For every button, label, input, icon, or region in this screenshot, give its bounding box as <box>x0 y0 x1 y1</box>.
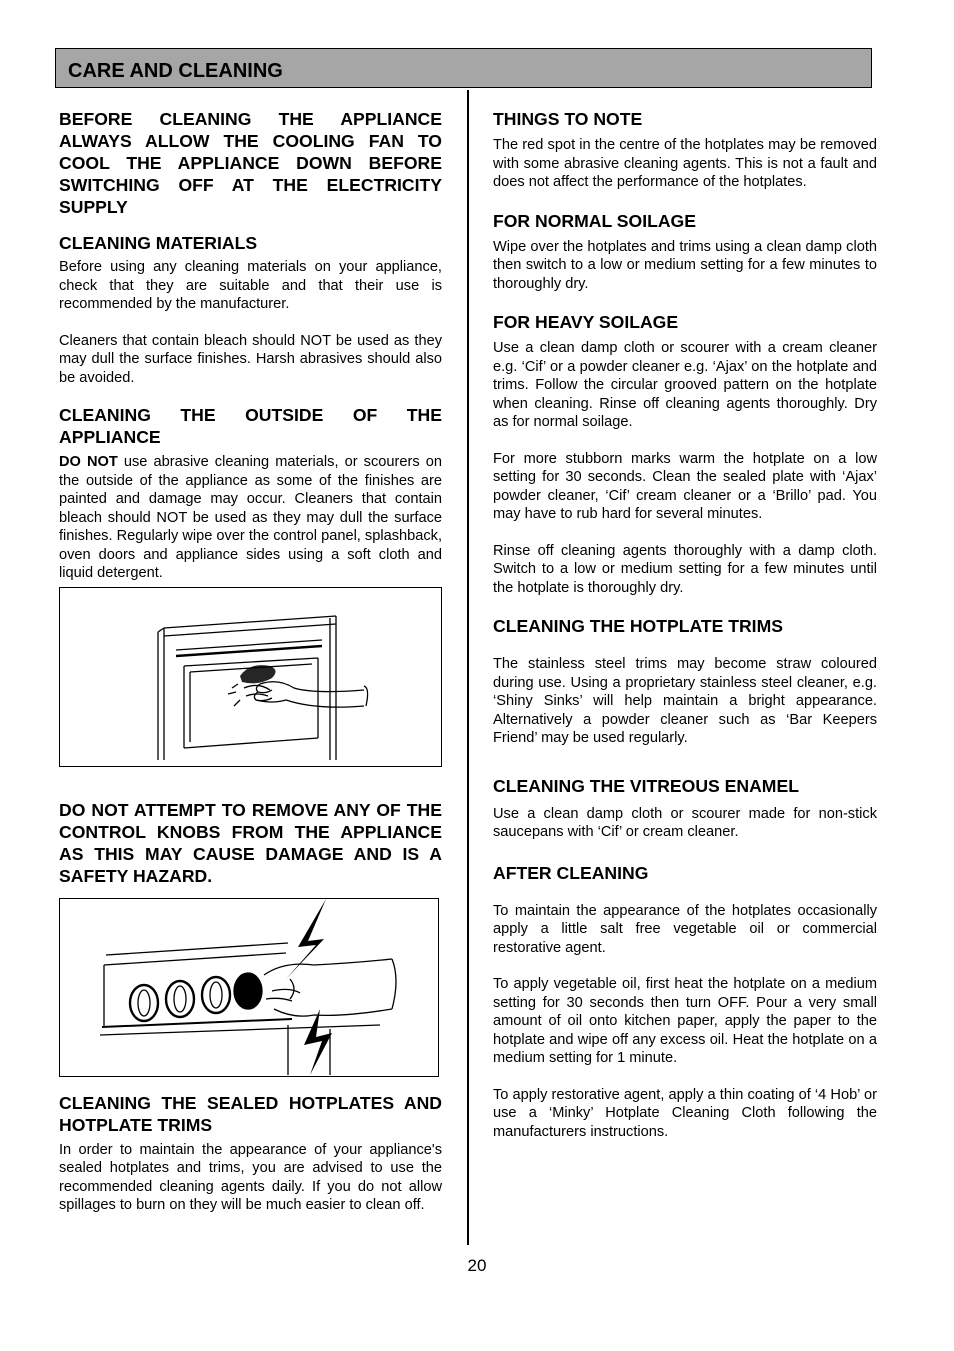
heavy-soilage-heading: FOR HEAVY SOILAGE <box>493 312 679 332</box>
hand-pulling-knob-icon <box>60 899 438 1076</box>
cleaning-outside-text: use abrasive cleaning materials, or scourers on the outside of the appliance as some of the finishes are painted and damage may occur. Cleaners that contain bleach should NOT be used as they may dull the surface finishes. Regularly wipe over the control panel, splashback, oven doors and appliance sides using a soft cloth and liquid detergent. <box>59 454 442 581</box>
normal-soilage-paragraph: Wipe over the hotplates and trims using a clean damp cloth then switch to a low or medium setting for a few minutes to thoroughly dry. <box>493 238 877 292</box>
cleaning-outside-heading: CLEANING THE OUTSIDE OF THE APPLIANCE <box>59 405 442 447</box>
things-to-note-heading: THINGS TO NOTE <box>493 109 643 129</box>
heavy-soilage-paragraph-3: Rinse off cleaning agents thoroughly with a damp cloth. Switch to a low or medium setting for a few minutes until the hotplate is thoroughly dry. <box>493 542 877 596</box>
cleaning-materials-paragraph-1: Before using any cleaning materials on your appliance, check that they are suitable and that their use is recommended by the manufacturer. <box>59 259 442 312</box>
things-to-note-paragraph: The red spot in the centre of the hotplates may be removed with some abrasive cleaning agents. This is not a fault and does not affect the performance of the hotplates. <box>493 137 877 190</box>
page-number: 20 <box>467 1256 487 1275</box>
right-column <box>493 108 877 1141</box>
cleaning-outside-paragraph <box>59 453 442 583</box>
after-cleaning-paragraph-2: To apply vegetable oil, first heat the hotplate on a medium setting for 30 seconds then turn OFF. Pour a very small amount of oil onto kitchen paper, apply the paper to the hotplate and wipe off any excess oil. Heat the hotplate on a medium setting for 1 minute. <box>493 976 877 1066</box>
vitreous-enamel-paragraph: Use a clean damp cloth or scourer made for non-stick saucepans with ‘Cif’ or cream cleaner. <box>493 805 877 840</box>
after-cleaning-paragraph-1: To maintain the appearance of the hotplates occasionally apply a little salt free vegetable oil or commercial restorative agent. <box>493 902 877 956</box>
after-cleaning-paragraph-3: To apply restorative agent, apply a thin coating of ‘4 Hob’ or use a ‘Minky’ Hotplate Cleaning Cloth following the manufacturers instructions. <box>493 1086 877 1140</box>
sealed-hotplates-paragraph: In order to maintain the appearance of your appliance's sealed hotplates and trims, you are advised to use the recommended cleaning agents daily. If you do not allow spillages to burn on they will be much easier to clean off. <box>59 1141 442 1213</box>
heavy-soilage-paragraph-1: Use a clean damp cloth or scourer with a cream cleaner e.g. ‘Cif’ or a powder cleaner e.g. ‘Ajax’ on the hotplate and trims. Follow the circular grooved pattern on the hotplate when cleaning. Rinse off cleaning agents thoroughly. Dry as for normal soilage. <box>493 340 877 430</box>
after-cleaning-heading: AFTER CLEANING <box>493 862 649 883</box>
cooling-fan-warning: BEFORE CLEANING THE APPLIANCE ALWAYS ALLOW THE COOLING FAN TO COOL THE APPLIANCE DOWN BEFORE SWITCHING OFF AT THE ELECTRICITY SUPPLY <box>59 109 442 217</box>
heavy-soilage-paragraph-2: For more stubborn marks warm the hotplate on a low setting for 30 seconds. Clean the sealed plate with ‘Ajax’ powder cleaner, ‘Cif’ cream cleaner or a ‘Brillo’ pad. You may have to rub hard for several minutes. <box>493 450 877 522</box>
control-knobs-warning: DO NOT ATTEMPT TO REMOVE ANY OF THE CONTROL KNOBS FROM THE APPLIANCE AS THIS MAY CAUSE DAMAGE AND IS A SAFETY HAZARD. <box>59 799 442 886</box>
knob-warning-illustration <box>59 898 439 1077</box>
oven-wipe-illustration <box>59 587 442 767</box>
page-title: CARE AND CLEANING <box>68 60 283 82</box>
do-not-emphasis: DO NOT <box>59 454 118 470</box>
vitreous-enamel-heading: CLEANING THE VITREOUS ENAMEL <box>493 775 799 796</box>
sealed-hotplates-heading: CLEANING THE SEALED HOTPLATES AND HOTPLATE TRIMS <box>59 1092 442 1135</box>
column-divider <box>467 90 469 1245</box>
hand-wiping-oven-icon <box>60 588 441 766</box>
cleaning-materials-heading: CLEANING MATERIALS <box>59 233 258 253</box>
normal-soilage-heading: FOR NORMAL SOILAGE <box>493 210 696 231</box>
cleaning-materials-paragraph-2: Cleaners that contain bleach should NOT be used as they may dull the surface finishes. Harsh abrasives should also be avoided. <box>59 332 442 386</box>
hotplate-trims-paragraph: The stainless steel trims may become straw coloured during use. Using a proprietary stainless steel cleaner, e.g. ‘Shiny Sinks’ will help maintain a bright appearance. Alternatively a powder cleaner such as ‘Bar Keepers Friend’ may be used regularly. <box>493 656 877 746</box>
section-title-bar <box>55 48 872 88</box>
hotplate-trims-heading: CLEANING THE HOTPLATE TRIMS <box>493 616 783 636</box>
left-column <box>59 108 442 1215</box>
